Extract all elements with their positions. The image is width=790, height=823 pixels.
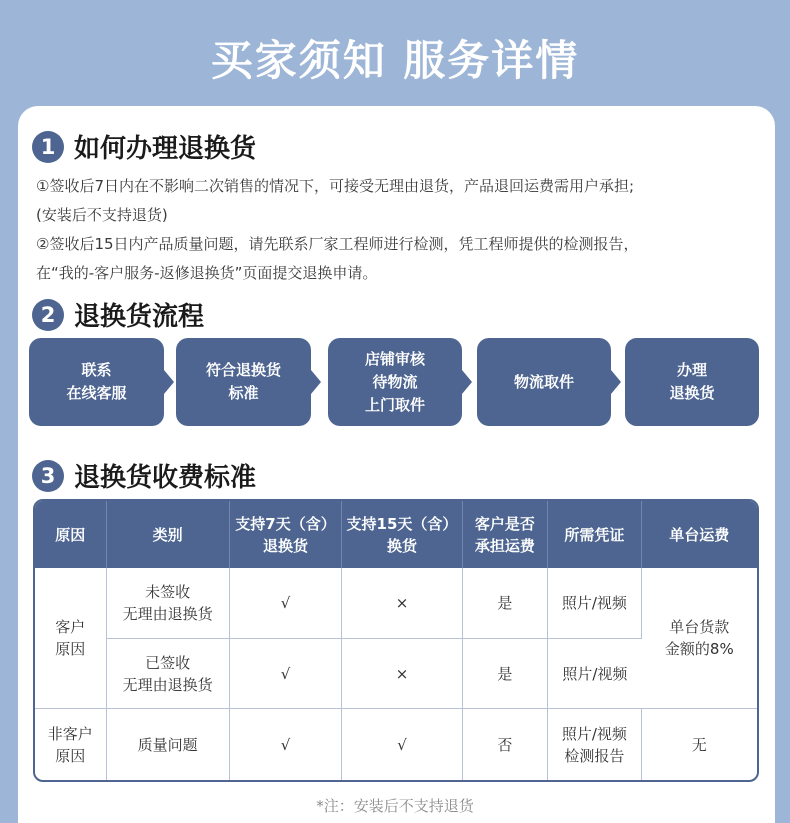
flow-step-text: 上门取件 (364, 395, 425, 414)
category-cell: 未签收 无理由退换货 (107, 568, 230, 638)
table-header-row (35, 501, 757, 568)
table-row (35, 708, 757, 780)
column-header: 单台运费 (642, 501, 757, 568)
flow-step-text: 店铺审核 (364, 349, 425, 368)
return-policy-text (36, 172, 764, 288)
column-header: 支持15天（含） 换货 (342, 501, 462, 568)
column-header: 所需凭证 (548, 501, 641, 568)
section-number-badge: 3 (32, 460, 64, 492)
flow-step-text: 标准 (228, 384, 259, 402)
section-number-badge: 1 (32, 131, 64, 163)
required-docs-cell: 照片/视频 (548, 568, 641, 638)
policy-line: 在“我的-客户服务-返修退换货”页面提交退换申请。 (36, 264, 378, 282)
seven-day-cell: √ (230, 638, 343, 708)
flow-step-3 (328, 338, 462, 426)
flow-step-text: 在线客服 (66, 384, 127, 402)
section-3-heading (32, 457, 256, 494)
flow-arrow-icon (164, 370, 174, 394)
fee-cell: 单台货款 金额的8% (664, 618, 734, 658)
flow-arrow-icon (462, 370, 472, 394)
fifteen-day-cell: × (342, 568, 462, 638)
flow-step-4 (477, 338, 611, 426)
flow-step-2 (176, 338, 311, 426)
reason-cell: 非客户 原因 (35, 708, 107, 780)
policy-line: (安装后不支持退货) (36, 206, 168, 224)
category-cell: 已签收 无理由退换货 (107, 638, 230, 708)
shipping-payer-cell: 是 (463, 638, 548, 708)
fifteen-day-cell: × (342, 638, 462, 708)
seven-day-cell: √ (230, 568, 343, 638)
policy-line: ①签收后7日内在不影响二次销售的情况下，可接受无理由退货，产品退回运费需用户承担; (36, 177, 635, 195)
seven-day-cell: √ (230, 708, 343, 780)
flow-arrow-icon (611, 370, 621, 394)
reason-cell: 客户 原因 (35, 568, 107, 708)
column-header: 客户是否 承担运费 (463, 501, 548, 568)
flow-step-text: 物流取件 (513, 372, 574, 391)
section-title: 退换货收费标准 (74, 463, 257, 493)
column-header: 原因 (35, 501, 107, 568)
column-header: 支持7天（含） 退换货 (230, 501, 343, 568)
required-docs-cell: 照片/视频 (548, 638, 641, 708)
section-title: 退换货流程 (74, 302, 205, 332)
flow-step-text: 符合退换货 (205, 361, 281, 379)
section-title: 如何办理退换货 (74, 134, 257, 164)
category-cell: 质量问题 (107, 708, 230, 780)
shipping-payer-cell: 否 (463, 708, 548, 780)
fee-table (33, 499, 759, 782)
flow-step-5 (625, 338, 759, 426)
policy-line: ②签收后15日内产品质量问题，请先联系厂家工程师进行检测，凭工程师提供的检测报告， (36, 235, 639, 253)
section-2-heading (32, 296, 204, 333)
flow-step-text: 联系 (81, 361, 112, 379)
fee-cell: 无 (642, 708, 757, 780)
section-number-badge: 2 (32, 299, 64, 331)
flow-step-text: 退换货 (669, 384, 715, 402)
table-row (35, 568, 757, 638)
shipping-payer-cell: 是 (463, 568, 548, 638)
column-header: 类别 (107, 501, 230, 568)
fifteen-day-cell: √ (342, 708, 462, 780)
flow-step-text: 办理 (676, 361, 707, 379)
flow-step-text: 待物流 (372, 372, 418, 391)
footnote: *注：安装后不支持退货 (316, 797, 474, 815)
page-title: 买家须知 服务详情 (210, 36, 580, 85)
flow-arrow-icon (311, 370, 321, 394)
flow-step-1 (29, 338, 164, 426)
required-docs-cell: 照片/视频 检测报告 (548, 708, 641, 780)
section-1-heading (32, 128, 256, 165)
